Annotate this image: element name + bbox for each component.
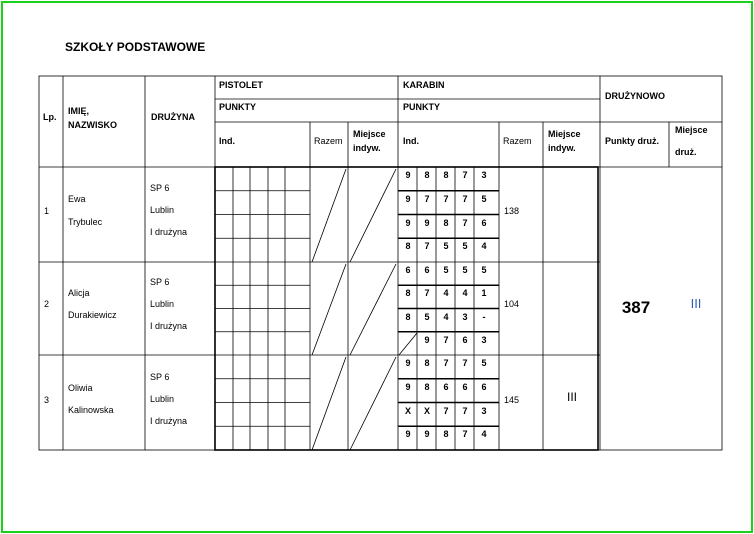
row3-club-line1: SP 6 [150, 372, 170, 382]
rifle-score-r3-s4-c4: 7 [462, 429, 468, 440]
row1-last-name: Trybulec [68, 217, 103, 227]
rifle-score-r2-s2-c4: 4 [462, 288, 468, 299]
row1-first-name: Ewa [68, 194, 86, 204]
rifle-score-r1-s1-c3: 8 [443, 170, 449, 180]
rifle-score-r1-s3-c3: 8 [443, 217, 449, 228]
row2-club-line3: I drużyna [150, 321, 188, 331]
rifle-score-r3-s2-c2: 8 [424, 381, 430, 392]
row3-club-line2: Lublin [150, 394, 175, 404]
rifle-score-r1-s4-c5: 4 [481, 241, 487, 252]
rifle-score-r3-s3-c1: X [404, 405, 411, 416]
row1-club-line1: SP 6 [150, 183, 170, 193]
row1-club-line2: Lublin [150, 205, 175, 215]
header-pistol: PISTOLET [219, 80, 263, 90]
rifle-score-r1-s1-c1: 9 [405, 170, 411, 180]
rifle-score-r2-s4-c2: 9 [424, 334, 430, 345]
rifle-score-r3-s3-c5: 3 [481, 405, 487, 416]
rifle-score-r1-s3-c4: 7 [462, 217, 468, 228]
rifle-score-r2-s1-c1: 6 [405, 265, 411, 275]
team-place-value: III [690, 296, 702, 311]
header-rifle-ind: Ind. [403, 136, 419, 146]
rifle-score-r2-s3-c2: 5 [424, 311, 430, 322]
rifle-score-r3-s2-c3: 6 [443, 381, 449, 392]
rifle-score-r1-s2-c2: 7 [424, 193, 430, 204]
row2-club-line2: Lublin [150, 299, 175, 309]
header-pistol-points: PUNKTY [219, 102, 257, 112]
row3-first-name: Oliwia [68, 383, 93, 393]
rifle-score-r1-s4-c2: 7 [424, 241, 430, 252]
rifle-score-r1-s3-c5: 6 [481, 217, 487, 228]
rifle-score-r3-s3-c2: X [423, 405, 430, 416]
header-name-line1: IMIĘ, [68, 106, 90, 116]
rifle-score-r1-s4-c4: 5 [462, 241, 468, 252]
row3-last-name: Kalinowska [68, 405, 114, 415]
rifle-score-r3-s1-c2: 8 [424, 358, 430, 368]
rifle-score-r2-s4-c3: 7 [443, 334, 449, 345]
rifle-score-r2-s2-c3: 4 [443, 288, 449, 299]
row1-lp: 1 [44, 206, 50, 216]
rifle-score-r2-s4-c5: 3 [481, 334, 487, 345]
rifle-score-r2-s1-c3: 5 [443, 265, 449, 275]
row2-club-line1: SP 6 [150, 277, 170, 287]
header-rifle-place-line1: Miejsce [548, 129, 581, 139]
rifle-score-r2-s3-c4: 3 [462, 311, 468, 322]
rifle-score-r2-s3-c5: - [482, 311, 486, 322]
rifle-score-r3-s3-c4: 7 [462, 405, 468, 416]
header-rifle-points: PUNKTY [403, 102, 441, 112]
rifle-score-r1-s2-c4: 7 [462, 193, 468, 204]
header-rifle: KARABIN [403, 80, 445, 90]
row3-club-line3: I drużyna [150, 416, 188, 426]
header-team-place-line1: Miejsce [675, 125, 708, 135]
rifle-score-r2-s3-c3: 4 [443, 311, 449, 322]
rifle-score-r2-s3-c1: 8 [405, 311, 411, 322]
rifle-score-r2-s2-c2: 7 [424, 288, 430, 299]
rifle-score-r3-s4-c5: 4 [481, 429, 487, 440]
rifle-score-r1-s1-c5: 3 [481, 170, 487, 180]
rifle-score-r3-s4-c2: 9 [424, 429, 430, 440]
row2-last-name: Durakiewicz [68, 310, 117, 320]
rifle-score-r1-s1-c4: 7 [462, 170, 468, 180]
row2-lp: 2 [44, 299, 50, 309]
rifle-score-r3-s4-c3: 8 [443, 429, 449, 440]
row2-rifle-total: 104 [504, 299, 520, 309]
rifle-score-r2-s2-c1: 8 [405, 288, 411, 299]
header-pistol-razem: Razem [314, 136, 343, 146]
header-name-line2: NAZWISKO [68, 120, 117, 130]
row1-club-line3: I drużyna [150, 227, 188, 237]
rifle-score-r1-s4-c3: 5 [443, 241, 449, 252]
rifle-score-r2-s2-c5: 1 [481, 288, 487, 299]
row3-rifle-place: III [566, 390, 577, 404]
rifle-score-r2-s4-c4: 6 [462, 334, 468, 345]
page-title: SZKOŁY PODSTAWOWE [65, 40, 206, 54]
header-pistol-place-line1: Miejsce [353, 129, 386, 139]
rifle-score-r3-s2-c1: 9 [405, 381, 411, 392]
rifle-score-r1-s1-c2: 8 [424, 170, 430, 180]
header-rifle-razem: Razem [503, 136, 532, 146]
row1-rifle-total: 138 [504, 206, 520, 216]
header-team-points: Punkty druż. [605, 136, 660, 146]
rifle-score-r2-s1-c5: 5 [481, 265, 487, 275]
rifle-score-r3-s3-c3: 7 [443, 405, 449, 416]
rifle-score-r2-s1-c4: 5 [462, 265, 468, 275]
rifle-score-r1-s2-c1: 9 [405, 193, 411, 204]
rifle-score-r3-s1-c3: 7 [443, 358, 449, 368]
row3-rifle-total: 145 [504, 395, 520, 405]
rifle-score-r1-s4-c1: 8 [405, 241, 411, 252]
header-rifle-place-line2: indyw. [548, 143, 576, 153]
rifle-score-r3-s1-c4: 7 [462, 358, 468, 368]
header-team: DRUŻYNA [151, 112, 195, 122]
header-team-place-line2: druż. [675, 147, 697, 157]
header-lp: Lp. [43, 112, 57, 122]
rifle-score-r2-s1-c2: 6 [424, 265, 430, 275]
row2-first-name: Alicja [68, 288, 90, 298]
row3-lp: 3 [44, 395, 50, 405]
rifle-score-r3-s1-c1: 9 [405, 358, 411, 368]
rifle-score-r1-s3-c2: 9 [424, 217, 430, 228]
rifle-score-r1-s2-c5: 5 [481, 193, 487, 204]
header-team-total: DRUŻYNOWO [605, 91, 665, 101]
team-points-value: 387 [621, 298, 651, 317]
rifle-score-r3-s4-c1: 9 [405, 429, 411, 440]
rifle-score-r1-s2-c3: 7 [443, 193, 449, 204]
rifle-score-r3-s2-c4: 6 [462, 381, 468, 392]
rifle-score-r3-s1-c5: 5 [481, 358, 487, 368]
header-pistol-ind: Ind. [219, 136, 235, 146]
header-pistol-place-line2: indyw. [353, 143, 381, 153]
rifle-score-r3-s2-c5: 6 [481, 381, 487, 392]
rifle-score-r1-s3-c1: 9 [405, 217, 411, 228]
